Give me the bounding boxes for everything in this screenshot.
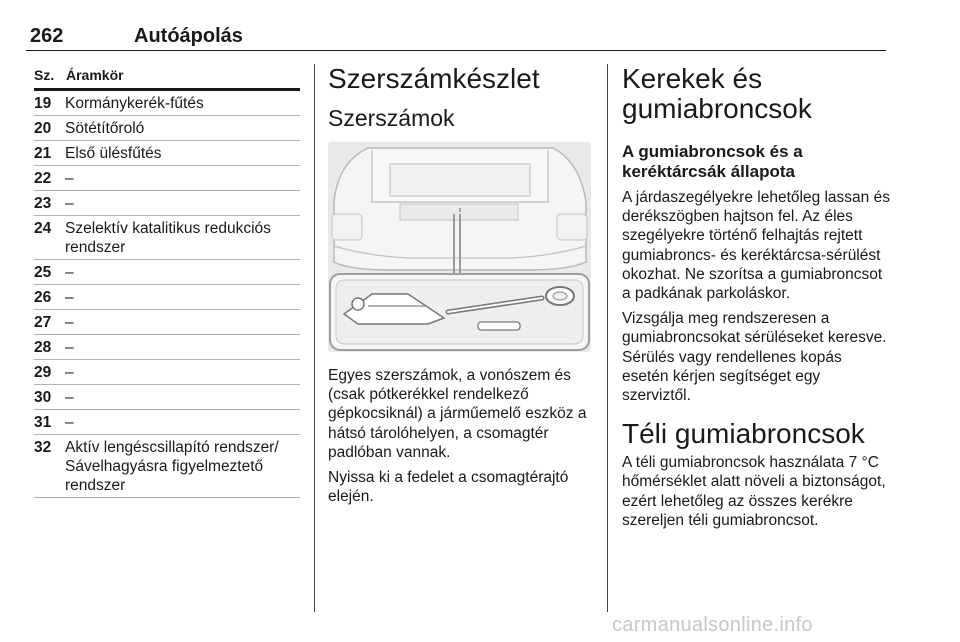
subheading-tools: Szerszámok	[328, 105, 455, 131]
fuse-number: 25	[34, 264, 52, 281]
section-heading-tyres: Kerekek és gumiabroncsok	[622, 63, 812, 124]
circuit-name: Szelektív katalitikus redukciós rendszer	[65, 220, 271, 256]
circuit-name: –	[65, 289, 74, 306]
col-header-circuit: Áramkör	[66, 67, 124, 83]
circuit-name: Kormánykerék-fűtés	[65, 95, 204, 112]
tools-paragraph-1: Egyes szerszámok, a vonószem és (csak pótkerékkel rendelkező gépkocsiknál) a járműemelő eszköz a hátsó tárolóhelyen, a csomagtér padlóban vannak.	[328, 367, 587, 461]
fuse-number: 21	[34, 145, 52, 162]
fuse-number: 26	[34, 289, 52, 306]
fuse-number: 28	[34, 339, 52, 356]
circuit-name: Aktív lengéscsillapító rendszer/ Sávelhagyásra figyelmeztető rendszer	[65, 439, 279, 494]
circuit-name: –	[65, 339, 74, 356]
fuse-table-body	[34, 91, 300, 498]
circuit-name: –	[65, 414, 74, 431]
fuse-table-header	[34, 64, 300, 91]
fuse-number: 19	[34, 95, 52, 112]
section-heading-winter-tyres: Téli gumiabroncsok	[622, 418, 865, 450]
fuse-number: 24	[34, 220, 52, 237]
table-row	[34, 141, 300, 166]
tyres-section	[622, 64, 890, 536]
tools-paragraph-2: Nyissa ki a fedelet a csomagtérajtó elején.	[328, 469, 569, 506]
table-row	[34, 91, 300, 116]
circuit-name: –	[65, 314, 74, 331]
tyres-paragraph-2: Vizsgálja meg rendszeresen a gumiabroncsokat sérüléseket keresve. Sérülés vagy rendellenes kopás esetén kérjen segítséget egy szerviztől.	[622, 310, 887, 405]
table-row	[34, 360, 300, 385]
circuit-name: –	[65, 364, 74, 381]
fuse-number: 29	[34, 364, 52, 381]
page-header	[26, 24, 886, 51]
tools-section	[328, 64, 596, 512]
circuit-name: –	[65, 264, 74, 281]
winter-tyres-paragraph: A téli gumiabroncsok használata 7 °C hőmérséklet alatt növeli a biztonságot, ezért lehetőleg az összes kerékre szereljen téli gumiabroncsot.	[622, 454, 886, 529]
table-row	[34, 260, 300, 285]
table-row	[34, 191, 300, 216]
circuit-name: Első ülésfűtés	[65, 145, 162, 162]
circuit-name: –	[65, 195, 74, 212]
page-number: 262	[30, 25, 64, 47]
tyres-paragraph-1: A járdaszegélyekre lehetőleg lassan és derékszögben hajtson fel. Az éles szegélyekre történő felhajtás rejtett gumiabroncs- és keréktárcsa-sérülést okozhat. Ne szorítsa a gumiabroncsot a padkának parkoláskor.	[622, 189, 890, 303]
column-divider	[314, 64, 315, 612]
fuse-number: 30	[34, 389, 52, 406]
table-row	[34, 285, 300, 310]
fuse-number: 20	[34, 120, 52, 137]
fuse-number: 23	[34, 195, 52, 212]
running-title: Autóápolás	[134, 25, 243, 47]
table-row	[34, 410, 300, 435]
table-row	[34, 335, 300, 360]
section-heading-tools: Szerszámkészlet	[328, 63, 540, 94]
circuit-name: –	[65, 389, 74, 406]
table-row	[34, 310, 300, 335]
table-row	[34, 116, 300, 141]
table-row	[34, 435, 300, 498]
fuse-number: 32	[34, 439, 52, 456]
fuse-number: 27	[34, 314, 52, 331]
table-row	[34, 166, 300, 191]
subheading-tyre-condition: A gumiabroncsok és a keréktárcsák állapota	[622, 142, 803, 181]
tool-kit-illustration	[328, 142, 591, 352]
col-header-number: Sz.	[34, 67, 55, 83]
fuse-number: 22	[34, 170, 52, 187]
fuse-number: 31	[34, 414, 52, 431]
fuse-table	[34, 64, 300, 498]
column-divider	[607, 64, 608, 612]
watermark: carmanualsonline.info	[612, 614, 813, 636]
circuit-name: Sötétítőroló	[65, 120, 145, 137]
circuit-name: –	[65, 170, 74, 187]
table-row	[34, 385, 300, 410]
table-row	[34, 216, 300, 260]
